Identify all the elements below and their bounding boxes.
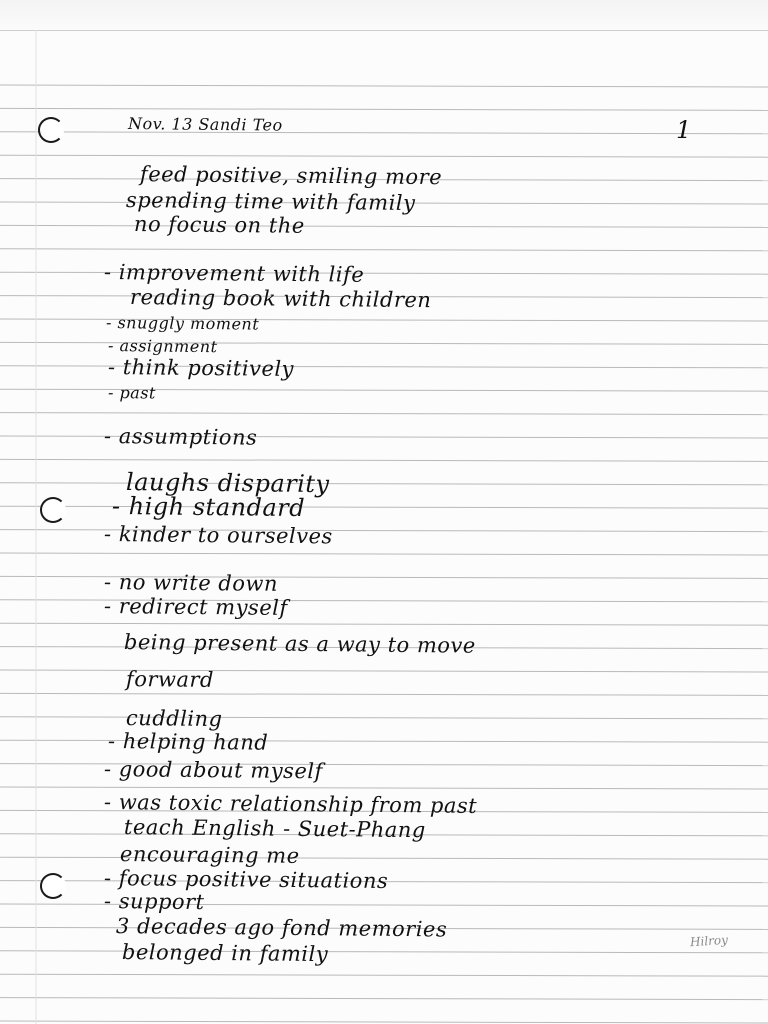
ruled-line <box>0 623 768 625</box>
note-line: no focus on the <box>133 212 305 238</box>
ruled-line <box>0 249 768 251</box>
note-line: - improvement with life <box>103 260 365 287</box>
ruled-line <box>0 132 768 134</box>
note-line: - focus positive situations <box>103 866 389 893</box>
ruled-line <box>0 155 768 157</box>
note-line: reading book with children <box>129 285 432 313</box>
note-line: - snuggly moment <box>105 313 260 334</box>
ruled-line <box>0 225 768 227</box>
ruled-line <box>0 998 768 1000</box>
ruled-line <box>0 693 768 695</box>
note-line: forward <box>125 667 215 692</box>
note-line: - high standard <box>111 492 306 523</box>
note-line: - assignment <box>107 336 218 357</box>
note-line: cuddling <box>125 706 223 732</box>
ruled-line <box>0 951 768 953</box>
note-line: teach English - Suet-Phang <box>123 815 426 843</box>
note-line: - think positively <box>107 355 295 381</box>
note-line: laughs disparity <box>125 468 330 499</box>
note-line: feed positive, smiling more <box>139 162 443 190</box>
ruled-line <box>0 1021 768 1023</box>
ruled-line <box>0 553 768 555</box>
note-line: spending time with family <box>125 188 416 216</box>
binder-hole-top <box>38 117 64 143</box>
note-line: - was toxic relationship from past <box>103 790 478 818</box>
ruled-line <box>0 459 768 461</box>
binder-hole-bottom <box>40 873 66 899</box>
ruled-line <box>0 670 768 672</box>
note-line: - redirect myself <box>103 594 288 620</box>
note-line: encouraging me <box>119 842 300 868</box>
note-line: - past <box>107 383 157 403</box>
ruled-line <box>0 974 768 976</box>
note-line: belonged in family <box>121 940 329 967</box>
ruled-line <box>0 787 768 789</box>
note-line: - kinder to ourselves <box>103 522 333 549</box>
ruled-line <box>0 413 768 415</box>
note-line: being present as a way to move <box>123 630 476 658</box>
note-line: - assumptions <box>103 424 258 450</box>
ruled-line <box>0 717 768 719</box>
binder-hole-middle <box>40 497 66 523</box>
note-line: - good about myself <box>103 757 323 784</box>
note-line: - support <box>103 889 205 915</box>
note-line: 3 decades ago fond memories <box>115 914 448 942</box>
note-line: - no write down <box>103 570 279 596</box>
paper-brand-logo: Hilroy <box>689 932 729 950</box>
ruled-line <box>0 85 768 87</box>
ruled-line <box>0 483 768 485</box>
note-header-date-author: Nov. 13 Sandi Teo <box>127 114 283 135</box>
ruled-line <box>0 108 768 110</box>
ruled-line <box>0 857 768 859</box>
note-line: - helping hand <box>107 729 269 755</box>
page-number: 1 <box>676 116 692 144</box>
